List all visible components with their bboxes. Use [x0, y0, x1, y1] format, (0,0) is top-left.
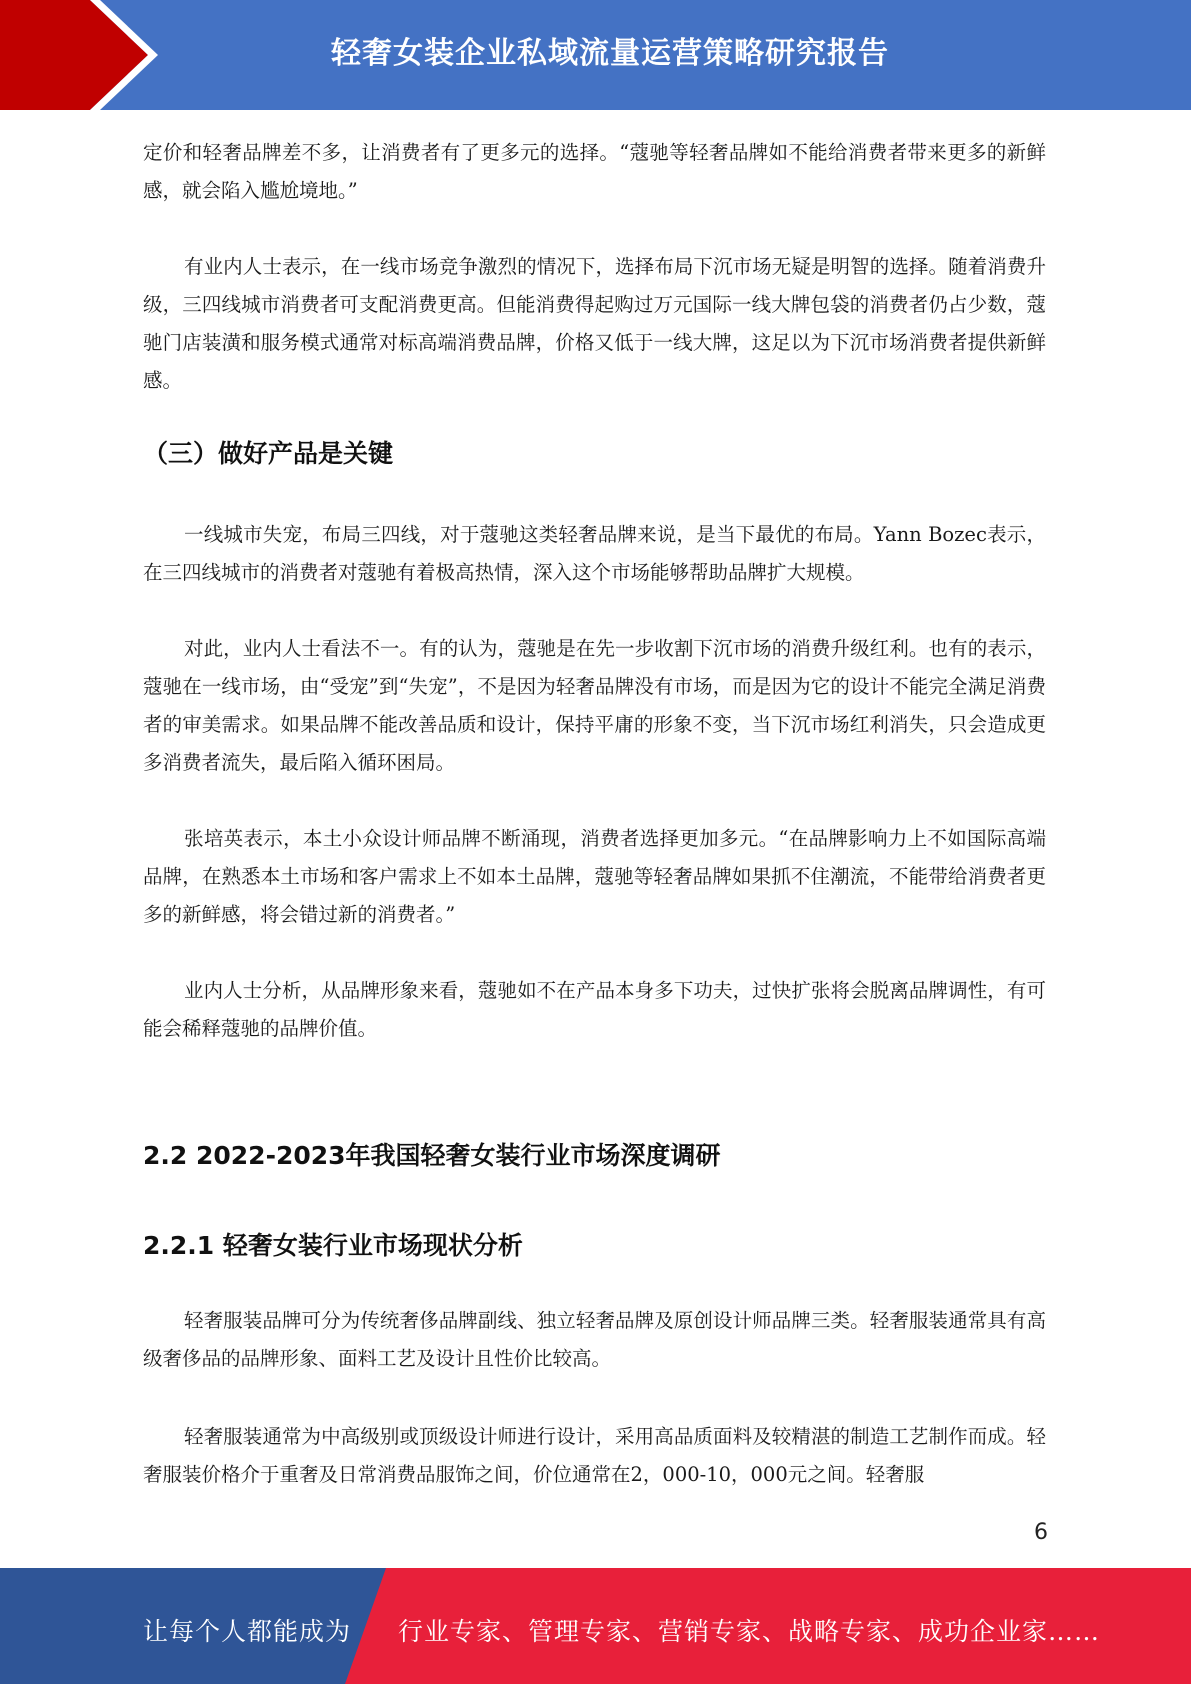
paragraph: 张培英表示，本土小众设计师品牌不断涌现，消费者选择更加多元。“在品牌影响力上不如国际高端品牌，在熟悉本土市场和客户需求上不如本土品牌，蔻驰等轻奢品牌如果抓不住潮流，不能带给消费者更多的新鲜感，将会错过新的消费者。”: [143, 827, 1046, 926]
section-heading: 2.2 2022-2023年我国轻奢女装行业市场深度调研: [143, 1141, 721, 1170]
paragraph: 轻奢服装通常为中高级别或顶级设计师进行设计，采用高品质面料及较精湛的制造工艺制作而成。轻奢服装价格介于重奢及日常消费品服饰之间，价位通常在2，000-10，000元之间。轻奢服: [143, 1425, 1046, 1486]
subsection-heading: 2.2.1 轻奢女装行业市场现状分析: [143, 1231, 523, 1260]
page-footer: [0, 1568, 1191, 1684]
paragraph: 有业内人士表示，在一线市场竞争激烈的情况下，选择布局下沉市场无疑是明智的选择。随着消费升级，三四线城市消费者可支配消费更高。但能消费得起购过万元国际一线大牌包袋的消费者仍占少数，蔻驰门店装潢和服务模式通常对标高端消费品牌，价格又低于一线大牌，这足以为下沉市场消费者提供新鲜感。: [143, 255, 1046, 392]
page-header: [0, 0, 1191, 110]
footer-slogan-right: 行业专家、管理专家、营销专家、战略专家、成功企业家……: [398, 1617, 1101, 1646]
paragraph: 一线城市失宠，布局三四线，对于蔻驰这类轻奢品牌来说，是当下最优的布局。Yann Bozec表示，在三四线城市的消费者对蔻驰有着极高热情，深入这个市场能够帮助品牌扩大规模。: [143, 523, 1046, 584]
header-arrow-decoration: [0, 0, 160, 110]
section-heading: （三）做好产品是关键: [143, 439, 394, 468]
paragraph: 业内人士分析，从品牌形象来看，蔻驰如不在产品本身多下功夫，过快扩张将会脱离品牌调性，有可能会稀释蔻驰的品牌价值。: [143, 979, 1046, 1040]
paragraph: 轻奢服装品牌可分为传统奢侈品牌副线、独立轻奢品牌及原创设计师品牌三类。轻奢服装通常具有高级奢侈品的品牌形象、面料工艺及设计且性价比较高。: [143, 1309, 1046, 1370]
report-title: 轻奢女装企业私域流量运营策略研究报告: [331, 36, 889, 71]
paragraph: 定价和轻奢品牌差不多，让消费者有了更多元的选择。“蔻驰等轻奢品牌如不能给消费者带来更多的新鲜感，就会陷入尴尬境地。”: [143, 141, 1046, 202]
paragraph: 对此，业内人士看法不一。有的认为，蔻驰是在先一步收割下沉市场的消费升级红利。也有的表示，蔻驰在一线市场，由“受宠”到“失宠”，不是因为轻奢品牌没有市场，而是因为它的设计不能完全满足消费者的审美需求。如果品牌不能改善品质和设计，保持平庸的形象不变，当下沉市场红利消失，只会造成更多消费者流失，最后陷入循环困局。: [143, 637, 1046, 774]
page-number: 6: [1034, 1520, 1048, 1545]
footer-slogan-left: 让每个人都能成为: [143, 1617, 352, 1646]
